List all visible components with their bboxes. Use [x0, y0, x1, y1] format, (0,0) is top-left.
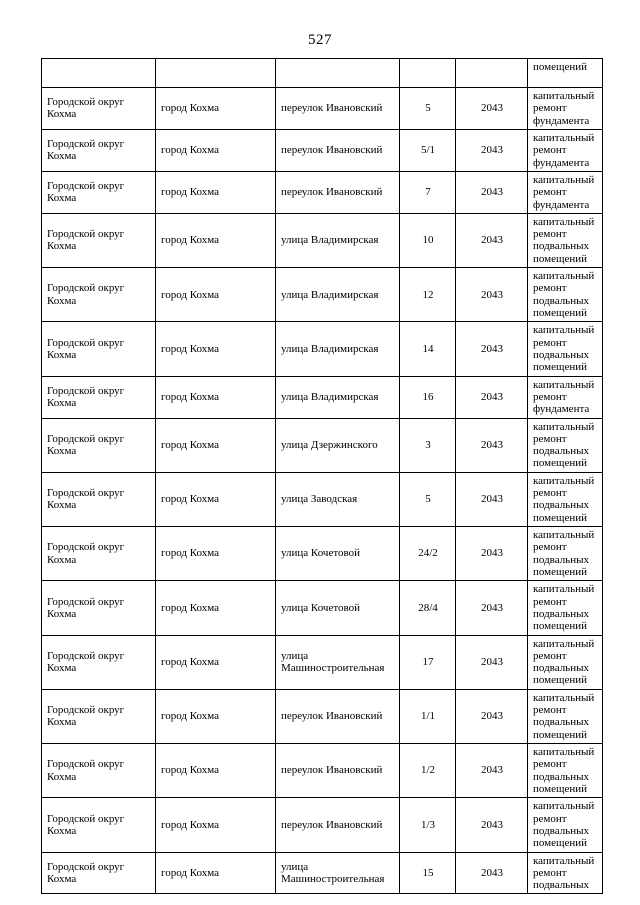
page-number: 527 — [308, 32, 332, 48]
cell-work: капитальный ремонт подвальных помещений — [528, 635, 603, 689]
cell-house: 5/1 — [400, 129, 456, 171]
cell-district: Городской округ Кохма — [42, 88, 156, 130]
table-row — [42, 88, 603, 130]
cell-year — [456, 59, 528, 88]
cell-district: Городской округ Кохма — [42, 213, 156, 267]
repairs-table — [41, 58, 603, 894]
cell-house: 10 — [400, 213, 456, 267]
cell-house: 15 — [400, 852, 456, 894]
table-row — [42, 171, 603, 213]
cell-street: улица Владимирская — [276, 376, 400, 418]
cell-street: переулок Ивановский — [276, 689, 400, 743]
cell-district — [42, 59, 156, 88]
cell-year: 2043 — [456, 635, 528, 689]
cell-work: помещений — [528, 59, 603, 88]
table-row — [42, 213, 603, 267]
cell-year: 2043 — [456, 744, 528, 798]
table-row — [42, 852, 603, 894]
cell-street: переулок Ивановский — [276, 129, 400, 171]
cell-year: 2043 — [456, 472, 528, 526]
table-row — [42, 322, 603, 376]
cell-house: 14 — [400, 322, 456, 376]
cell-year: 2043 — [456, 527, 528, 581]
cell-district: Городской округ Кохма — [42, 689, 156, 743]
cell-street: улица Владимирская — [276, 322, 400, 376]
cell-year: 2043 — [456, 88, 528, 130]
cell-work: капитальный ремонт фундамента — [528, 171, 603, 213]
cell-work: капитальный ремонт подвальных помещений — [528, 581, 603, 635]
cell-city: город Кохма — [156, 88, 276, 130]
cell-city: город Кохма — [156, 171, 276, 213]
cell-year: 2043 — [456, 322, 528, 376]
cell-house: 7 — [400, 171, 456, 213]
cell-house: 1/3 — [400, 798, 456, 852]
cell-work: капитальный ремонт подвальных помещений — [528, 213, 603, 267]
cell-city: город Кохма — [156, 581, 276, 635]
cell-year: 2043 — [456, 852, 528, 894]
cell-street: переулок Ивановский — [276, 171, 400, 213]
cell-house: 17 — [400, 635, 456, 689]
cell-city: город Кохма — [156, 472, 276, 526]
table-row — [42, 418, 603, 472]
table-row — [42, 689, 603, 743]
cell-district: Городской округ Кохма — [42, 472, 156, 526]
cell-work: капитальный ремонт подвальных — [528, 852, 603, 894]
cell-district: Городской округ Кохма — [42, 852, 156, 894]
table-row — [42, 268, 603, 322]
cell-street: улица Владимирская — [276, 213, 400, 267]
cell-work: капитальный ремонт подвальных помещений — [528, 322, 603, 376]
table-row — [42, 527, 603, 581]
cell-city: город Кохма — [156, 418, 276, 472]
cell-house: 24/2 — [400, 527, 456, 581]
cell-street: улица Машиностроительная — [276, 635, 400, 689]
cell-city — [156, 59, 276, 88]
cell-house: 12 — [400, 268, 456, 322]
cell-work: капитальный ремонт фундамента — [528, 376, 603, 418]
cell-work: капитальный ремонт подвальных помещений — [528, 418, 603, 472]
cell-year: 2043 — [456, 129, 528, 171]
cell-city: город Кохма — [156, 129, 276, 171]
cell-year: 2043 — [456, 798, 528, 852]
cell-district: Городской округ Кохма — [42, 798, 156, 852]
cell-house: 5 — [400, 88, 456, 130]
cell-street: переулок Ивановский — [276, 798, 400, 852]
cell-house: 16 — [400, 376, 456, 418]
cell-house: 1/2 — [400, 744, 456, 798]
cell-city: город Кохма — [156, 635, 276, 689]
cell-city: город Кохма — [156, 852, 276, 894]
cell-street: улица Машиностроительная — [276, 852, 400, 894]
cell-work: капитальный ремонт подвальных помещений — [528, 268, 603, 322]
table-row — [42, 472, 603, 526]
cell-work: капитальный ремонт фундамента — [528, 129, 603, 171]
table-row — [42, 376, 603, 418]
cell-work: капитальный ремонт подвальных помещений — [528, 798, 603, 852]
cell-work: капитальный ремонт подвальных помещений — [528, 744, 603, 798]
cell-city: город Кохма — [156, 322, 276, 376]
cell-year: 2043 — [456, 268, 528, 322]
cell-district: Городской округ Кохма — [42, 129, 156, 171]
cell-city: город Кохма — [156, 376, 276, 418]
cell-street: переулок Ивановский — [276, 88, 400, 130]
cell-house: 1/1 — [400, 689, 456, 743]
cell-street: улица Кочетовой — [276, 581, 400, 635]
cell-work: капитальный ремонт фундамента — [528, 88, 603, 130]
cell-year: 2043 — [456, 689, 528, 743]
cell-street: переулок Ивановский — [276, 744, 400, 798]
cell-year: 2043 — [456, 418, 528, 472]
cell-city: город Кохма — [156, 689, 276, 743]
cell-district: Городской округ Кохма — [42, 376, 156, 418]
cell-year: 2043 — [456, 213, 528, 267]
cell-district: Городской округ Кохма — [42, 322, 156, 376]
cell-street — [276, 59, 400, 88]
cell-house: 3 — [400, 418, 456, 472]
cell-street: улица Кочетовой — [276, 527, 400, 581]
cell-city: город Кохма — [156, 744, 276, 798]
cell-city: город Кохма — [156, 268, 276, 322]
table-row — [42, 798, 603, 852]
cell-district: Городской округ Кохма — [42, 171, 156, 213]
cell-house — [400, 59, 456, 88]
cell-house: 28/4 — [400, 581, 456, 635]
cell-street: улица Владимирская — [276, 268, 400, 322]
cell-street: улица Заводская — [276, 472, 400, 526]
table-row-partial — [42, 59, 603, 88]
cell-city: город Кохма — [156, 798, 276, 852]
table-row — [42, 581, 603, 635]
cell-work: капитальный ремонт подвальных помещений — [528, 689, 603, 743]
cell-year: 2043 — [456, 581, 528, 635]
cell-work: капитальный ремонт подвальных помещений — [528, 527, 603, 581]
cell-year: 2043 — [456, 376, 528, 418]
cell-street: улица Дзержинского — [276, 418, 400, 472]
cell-district: Городской округ Кохма — [42, 635, 156, 689]
cell-city: город Кохма — [156, 213, 276, 267]
cell-district: Городской округ Кохма — [42, 418, 156, 472]
cell-district: Городской округ Кохма — [42, 527, 156, 581]
cell-city: город Кохма — [156, 527, 276, 581]
table-row — [42, 744, 603, 798]
cell-district: Городской округ Кохма — [42, 744, 156, 798]
cell-work: капитальный ремонт подвальных помещений — [528, 472, 603, 526]
cell-house: 5 — [400, 472, 456, 526]
table-row — [42, 129, 603, 171]
cell-year: 2043 — [456, 171, 528, 213]
cell-district: Городской округ Кохма — [42, 268, 156, 322]
cell-district: Городской округ Кохма — [42, 581, 156, 635]
table-row — [42, 635, 603, 689]
table-body — [42, 59, 603, 894]
